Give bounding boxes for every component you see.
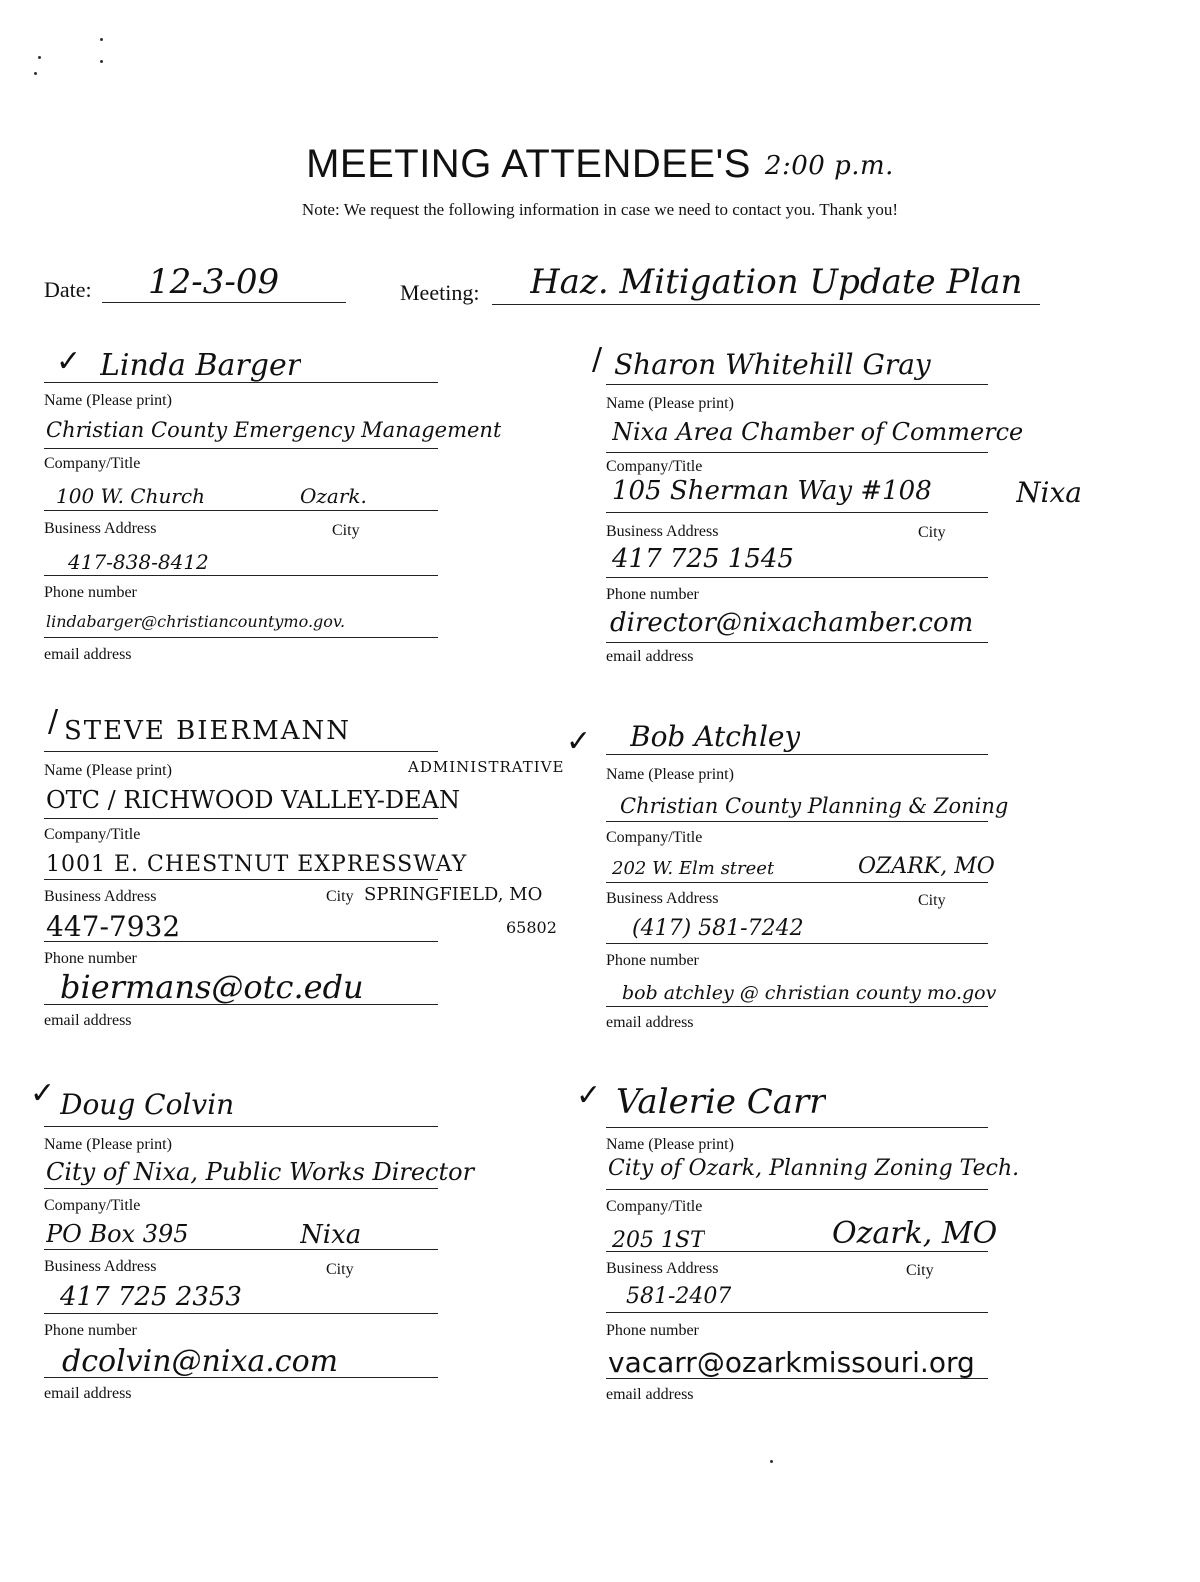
city-label: City [918,892,946,909]
attendee-city: Ozark. [300,484,367,508]
attendee-name: Bob Atchley [630,720,801,753]
meeting-line [492,304,1040,305]
attendee-email: lindabarger@christiancountymo.gov. [46,612,346,631]
field-line [44,448,438,449]
attendee-phone: 417 725 2353 [60,1282,242,1312]
company-label: Company/Title [44,826,141,843]
city-label: City [332,522,360,539]
attendee-company: City of Nixa, Public Works Director [46,1158,475,1186]
company-label: Company/Title [44,1197,141,1214]
field-line [606,821,988,822]
company-extra: ADMINISTRATIVE [408,758,565,776]
address-label: Business Address [44,888,157,905]
meeting-label: Meeting: [400,280,480,305]
city-label: City [906,1262,934,1279]
check-mark: ✓ [30,1076,56,1111]
scan-speck [100,60,103,63]
city-label: City [326,1261,354,1278]
email-label: email address [44,1012,132,1029]
field-line [606,882,988,883]
phone-label: Phone number [606,586,699,603]
field-line [44,1004,438,1005]
field-line [606,384,988,385]
email-label: email address [606,1014,694,1031]
field-line [44,382,438,383]
meeting-time: 2:00 p.m. [764,151,894,182]
contact-note: Note: We request the following information in case we need to contact you. Thank you! [301,200,899,219]
field-line [606,1251,988,1252]
field-line [606,1378,988,1379]
attendee-address: 205 1ST [612,1228,705,1253]
attendee-phone: 417 725 1545 [612,544,794,574]
page-title [0,142,1200,187]
attendee-address: 1001 E. CHESTNUT EXPRESSWAY [46,852,468,877]
company-label: Company/Title [606,1198,703,1215]
field-line [44,1377,438,1378]
attendee-company: OTC / RICHWOOD VALLEY-DEAN [46,786,460,814]
date-label: Date: [44,277,92,302]
attendee-email: dcolvin@nixa.com [62,1344,339,1379]
attendee-phone: 581-2407 [626,1284,732,1309]
address-label: Business Address [606,1260,719,1277]
check-mark: ✓ [576,1078,602,1113]
name-label: Name (Please print) [606,1136,734,1153]
meeting-value: Haz. Mitigation Update Plan [530,262,1023,302]
date-value: 12-3-09 [148,262,280,302]
field-line [606,1006,988,1007]
field-line [44,751,438,752]
scan-speck [34,72,37,75]
company-label: Company/Title [44,455,141,472]
attendee-phone: 417-838-8412 [68,550,209,574]
attendee-company: Christian County Planning & Zoning [620,794,1009,818]
check-mark: ✓ [56,344,82,379]
field-line [44,510,438,511]
field-line [44,1188,438,1189]
field-line [44,637,438,638]
field-line [44,575,438,576]
check-mark: / [48,704,59,739]
attendee-city: SPRINGFIELD, MO [364,884,543,905]
name-label: Name (Please print) [606,395,734,412]
attendee-name: STEVE BIERMANN [64,716,351,746]
field-line [44,1313,438,1314]
attendee-address: 105 Sherman Way #108 [612,476,932,506]
field-line [606,754,988,755]
date-line [102,302,346,303]
field-line [606,642,988,643]
attendee-name: Valerie Carr [616,1082,826,1122]
phone-label: Phone number [606,1322,699,1339]
attendee-phone: 447-7932 [46,910,181,943]
field-line [44,941,438,942]
phone-label: Phone number [44,950,137,967]
attendee-city: Nixa [300,1220,362,1250]
field-line [44,818,438,819]
attendee-name: Sharon Whitehill Gray [614,348,931,381]
attendee-city: OZARK, MO [858,854,995,879]
phone-label: Phone number [606,952,699,969]
address-label: Business Address [606,523,719,540]
phone-label: Phone number [44,584,137,601]
email-label: email address [606,648,694,665]
email-label: email address [44,1385,132,1402]
attendee-phone: (417) 581-7242 [632,916,804,941]
attendee-name: Doug Colvin [60,1088,235,1121]
attendee-city: Nixa [1016,476,1082,509]
attendee-email: director@nixachamber.com [610,608,974,638]
field-line [44,1126,438,1127]
attendee-city: Ozark, MO [832,1216,998,1251]
field-line [606,1127,988,1128]
name-label: Name (Please print) [44,762,172,779]
attendee-zip: 65802 [506,918,557,937]
scan-speck [38,56,41,59]
check-mark: ✓ [566,724,592,759]
title-text: MEETING ATTENDEE'S [306,142,751,186]
scan-speck [100,38,103,41]
name-label: Name (Please print) [44,392,172,409]
attendee-company: Christian County Emergency Management [46,418,502,442]
attendee-address: 100 W. Church [56,484,206,508]
field-line [44,879,438,880]
address-label: Business Address [606,890,719,907]
attendee-address: PO Box 395 [46,1220,189,1248]
company-label: Company/Title [606,458,703,475]
check-mark: / [592,342,603,377]
email-label: email address [44,646,132,663]
attendee-address: 202 W. Elm street [612,858,775,879]
city-label: City [326,888,354,905]
address-label: Business Address [44,1258,157,1275]
email-label: email address [606,1386,694,1403]
attendee-company: City of Ozark, Planning Zoning Tech. [608,1156,1020,1181]
field-line [606,943,988,944]
attendee-email: biermans@otc.edu [60,968,364,1006]
attendee-email: bob atchley @ christian county mo.gov [622,982,997,1004]
field-line [606,512,988,513]
field-line [606,1189,988,1190]
scan-speck [770,1460,773,1463]
name-label: Name (Please print) [44,1136,172,1153]
address-label: Business Address [44,520,157,537]
name-label: Name (Please print) [606,766,734,783]
field-line [606,577,988,578]
field-line [606,1312,988,1313]
company-label: Company/Title [606,829,703,846]
field-line [44,1249,438,1250]
attendee-company: Nixa Area Chamber of Commerce [612,418,1024,446]
attendee-name: Linda Barger [100,348,302,383]
attendee-email: vacarr@ozarkmissouri.org [608,1346,975,1379]
field-line [606,452,988,453]
city-label: City [918,524,946,541]
phone-label: Phone number [44,1322,137,1339]
